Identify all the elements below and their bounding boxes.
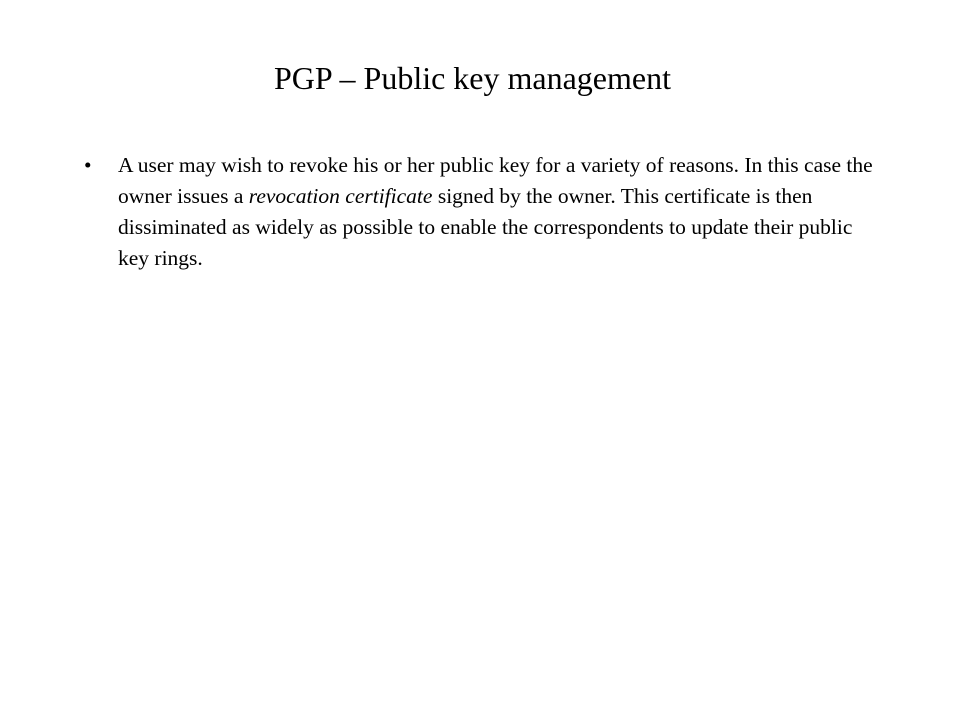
bullet-item: [84, 150, 884, 274]
bullet-text-italic-term: revocation certificate: [248, 184, 433, 208]
slide-title: PGP – Public key management: [274, 60, 671, 96]
bullet-list: [84, 150, 884, 274]
bullet-text-part-2: signed by the owner. This certificate is then dissiminated as widely as possible to enable the correspondents to update their public key rings.: [118, 184, 853, 270]
bullet-marker: •: [84, 153, 92, 177]
bullet-text-part-1: A user may wish to revoke his or her public key for a variety of reasons. In this case the owner issues a: [118, 153, 873, 208]
